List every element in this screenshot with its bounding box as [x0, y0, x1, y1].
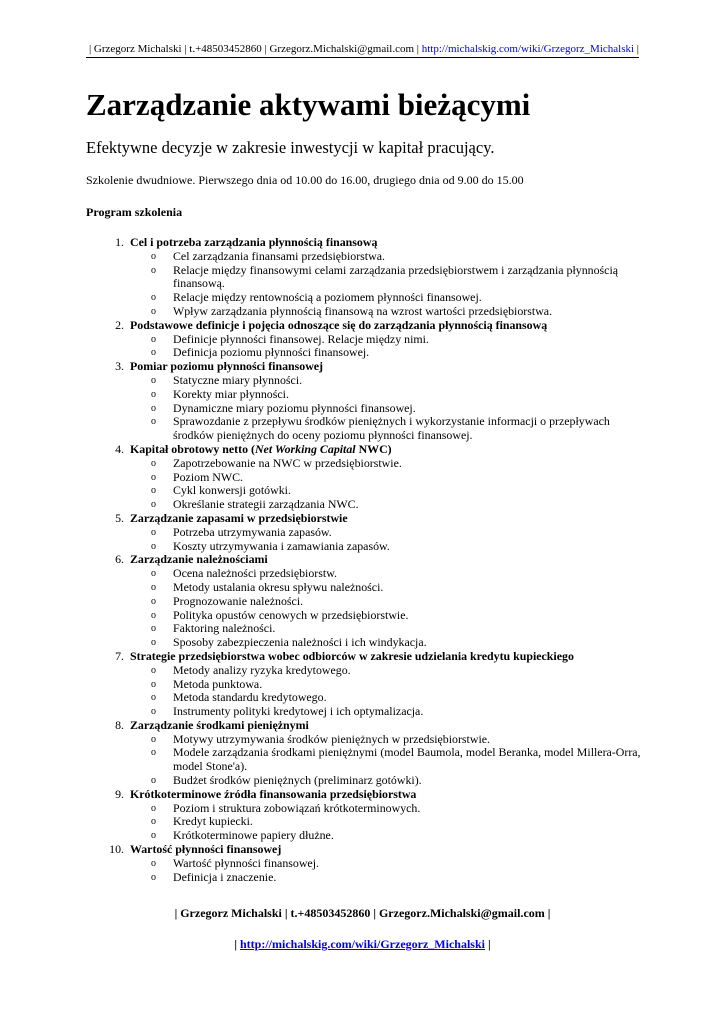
bullet-icon: o [151, 333, 156, 345]
list-item-text: Statyczne miary płynności. [173, 372, 303, 387]
list-item-text: Cel zarządzania finansami przedsiębiorstwa. [173, 248, 385, 263]
list-item [86, 609, 646, 623]
list-item-text: Budżet środków pieniężnych (preliminarz gotówki). [173, 773, 422, 788]
footer-contact: | Grzegorz Michalski | t.+48503452860 | Grzegorz.Michalski@gmail.com | [174, 906, 551, 920]
bullet-icon: o [151, 623, 156, 635]
list-item [86, 705, 646, 719]
list-item-text: Ocena należności przedsiębiorstw. [173, 566, 337, 581]
program-list [86, 236, 646, 884]
list-item-text: Dynamiczne miary poziomu płynności finansowej. [173, 400, 416, 415]
bullet-icon: o [151, 347, 156, 359]
list-item [86, 581, 646, 595]
list-item [86, 333, 646, 347]
list-item [86, 829, 646, 843]
list-item [86, 871, 646, 885]
bullet-icon: o [151, 664, 156, 676]
list-item [86, 636, 646, 650]
list-item-text: Faktoring należności. [173, 621, 276, 636]
program-section [86, 719, 646, 733]
list-item-text: Koszty utrzymywania i zamawiania zapasów. [173, 538, 390, 553]
section-number: 5. [115, 510, 124, 525]
section-number: 7. [115, 648, 124, 663]
document-title: Zarządzanie aktywami bieżącymi [86, 87, 531, 122]
footer-link-post: | [484, 937, 491, 951]
list-item-text: Potrzeba utrzymywania zapasów. [173, 524, 332, 539]
bullet-icon: o [151, 471, 156, 483]
list-item [86, 567, 646, 581]
bullet-icon: o [151, 637, 156, 649]
list-item [86, 388, 646, 402]
list-item [86, 691, 646, 705]
bullet-icon: o [151, 416, 156, 428]
section-number: 2. [115, 317, 124, 332]
bullet-icon: o [151, 402, 156, 414]
list-item [86, 415, 646, 443]
list-item-text: Definicje płynności finansowej. Relacje między nimi. [173, 331, 429, 346]
bullet-icon: o [151, 747, 156, 759]
list-item-text: Określanie strategii zarządzania NWC. [173, 497, 359, 512]
footer-link-line [0, 936, 725, 952]
list-item-text: Poziom NWC. [173, 469, 244, 484]
list-item [86, 746, 646, 774]
list-item [86, 250, 646, 264]
list-item-text: Poziom i struktura zobowiązań krótkoterminowych. [173, 800, 421, 815]
bullet-icon: o [151, 457, 156, 469]
list-item [86, 774, 646, 788]
list-item [86, 526, 646, 540]
list-item-text: Kredyt kupiecki. [173, 814, 253, 829]
section-title: Zarządzanie należnościami [130, 552, 268, 567]
bullet-icon: o [151, 264, 156, 276]
bullet-icon: o [151, 305, 156, 317]
list-item-text: Wartość płynności finansowej. [173, 855, 319, 870]
list-item [86, 264, 646, 292]
document-subtitle: Efektywne decyzje w zakresie inwestycji w kapitał pracujący. [86, 138, 495, 157]
program-section [86, 512, 646, 526]
bullet-icon: o [151, 816, 156, 828]
program-section [86, 843, 646, 857]
section-title: Podstawowe definicje i pojęcia odnoszące się do zarządzania płynnością finansową [130, 317, 548, 332]
list-item-text: Metody analizy ryzyka kredytowego. [173, 662, 351, 677]
list-item [86, 402, 646, 416]
bullet-icon: o [151, 830, 156, 842]
list-item-text: Sposoby zabezpieczenia należności i ich windykacja. [173, 635, 427, 650]
list-item [86, 305, 646, 319]
section-title: Strategie przedsiębiorstwa wobec odbiorców w zakresie udzielania kredytu kupieckiego [130, 648, 574, 663]
list-item [86, 346, 646, 360]
schedule-text: Szkolenie dwudniowe. Pierwszego dnia od 10.00 do 16.00, drugiego dnia od 9.00 do 15.00 [86, 173, 524, 187]
list-item [86, 664, 646, 678]
program-section [86, 236, 646, 250]
bullet-icon: o [151, 733, 156, 745]
footer-link-pre: | [234, 937, 240, 951]
list-item-text: Polityka opustów cenowych w przedsiębiorstwie. [173, 607, 409, 622]
section-number: 3. [115, 359, 124, 374]
section-title-emphasis: Net Working Capital [254, 441, 356, 456]
bullet-icon: o [151, 292, 156, 304]
list-item-text: Zapotrzebowanie na NWC w przedsiębiorstwie. [173, 455, 402, 470]
list-item-text: Modele zarządzania środkami pieniężnymi (model Baumola, model Beranka, model Millera-Orra, model Stone'a). [173, 745, 641, 774]
bullet-icon: o [151, 802, 156, 814]
program-heading: Program szkolenia [86, 205, 183, 219]
section-title-post: NWC) [355, 441, 392, 456]
footer-link[interactable]: http://michalskig.com/wiki/Grzegorz_Michalski [240, 937, 485, 951]
section-title: Zarządzanie zapasami w przedsiębiorstwie [130, 510, 348, 525]
list-item-text: Relacje między finansowymi celami zarządzania przedsiębiorstwem i zarządzania płynnością finansową. [173, 262, 619, 291]
program-section [86, 650, 646, 664]
bullet-icon: o [151, 540, 156, 552]
section-number: 8. [115, 717, 124, 732]
list-item [86, 622, 646, 636]
list-item [86, 595, 646, 609]
section-title: Pomiar poziomu płynności finansowej [130, 359, 324, 374]
list-item-text: Relacje między rentownością a poziomem płynności finansowej. [173, 290, 482, 305]
list-item [86, 484, 646, 498]
bullet-icon: o [151, 374, 156, 386]
bullet-icon: o [151, 595, 156, 607]
section-number: 4. [115, 441, 124, 456]
bullet-icon: o [151, 775, 156, 787]
section-number: 1. [115, 235, 124, 249]
bullet-icon: o [151, 250, 156, 262]
bullet-icon: o [151, 692, 156, 704]
program-section [86, 443, 646, 457]
list-item [86, 678, 646, 692]
list-item-text: Korekty miar płynności. [173, 386, 289, 401]
list-item-text: Cykl konwersji gotówki. [173, 483, 291, 498]
list-item [86, 374, 646, 388]
list-item-text: Wpływ zarządzania płynnością finansową na wzrost wartości przedsiębiorstwa. [173, 303, 553, 318]
program-section [86, 360, 646, 374]
list-item [86, 733, 646, 747]
list-item-text: Definicja poziomu płynności finansowej. [173, 345, 370, 360]
program-section [86, 788, 646, 802]
bullet-icon: o [151, 526, 156, 538]
page-header [86, 42, 639, 58]
section-title: Zarządzanie środkami pieniężnymi [130, 717, 309, 732]
section-number: 9. [115, 786, 124, 801]
bullet-icon: o [151, 678, 156, 690]
bullet-icon: o [151, 609, 156, 621]
header-contact: | Grzegorz Michalski | t.+48503452860 | Grzegorz.Michalski@gmail.com | [88, 43, 422, 55]
bullet-icon: o [151, 485, 156, 497]
bullet-icon: o [151, 871, 156, 883]
list-item-text: Metoda punktowa. [173, 676, 263, 691]
list-item-text: Instrumenty polityki kredytowej i ich optymalizacja. [173, 704, 424, 719]
list-item-text: Krótkoterminowe papiery dłużne. [173, 828, 334, 843]
list-item [86, 857, 646, 871]
program-section [86, 553, 646, 567]
bullet-icon: o [151, 581, 156, 593]
list-item [86, 498, 646, 512]
list-item [86, 815, 646, 829]
list-item-text: Metody ustalania okresu spływu należności. [173, 579, 384, 594]
list-item [86, 471, 646, 485]
list-item-text: Prognozowanie należności. [173, 593, 304, 608]
list-item-text: Sprawozdanie z przepływu środków pieniężnych i wykorzystanie informacji o przepływach środków pieniężnych do oceny poziomu płynności finansowej. [173, 414, 610, 443]
section-title: Krótkoterminowe źródła finansowania przedsiębiorstwa [130, 786, 417, 801]
section-title: Wartość płynności finansowej [130, 842, 282, 857]
list-item [86, 457, 646, 471]
list-item-text: Motywy utrzymywania środków pieniężnych w przedsiębiorstwie. [173, 731, 491, 746]
list-item [86, 540, 646, 554]
bullet-icon: o [151, 857, 156, 869]
bullet-icon: o [151, 568, 156, 580]
list-item [86, 802, 646, 816]
bullet-icon: o [151, 499, 156, 511]
section-title: Cel i potrzeba zarządzania płynnością finansową [130, 235, 378, 249]
program-section [86, 319, 646, 333]
header-link[interactable]: http://michalskig.com/wiki/Grzegorz_Michalski [421, 43, 635, 55]
section-number: 6. [115, 552, 124, 567]
list-item-text: Metoda standardu kredytowego. [173, 690, 327, 705]
section-title-pre: Kapitał obrotowy netto ( [130, 441, 255, 456]
list-item-text: Definicja i znaczenie. [173, 869, 277, 884]
list-item [86, 291, 646, 305]
bullet-icon: o [151, 706, 156, 718]
bullet-icon: o [151, 388, 156, 400]
header-end: | [634, 43, 639, 55]
section-number: 10. [109, 842, 124, 857]
section-title [130, 442, 392, 456]
